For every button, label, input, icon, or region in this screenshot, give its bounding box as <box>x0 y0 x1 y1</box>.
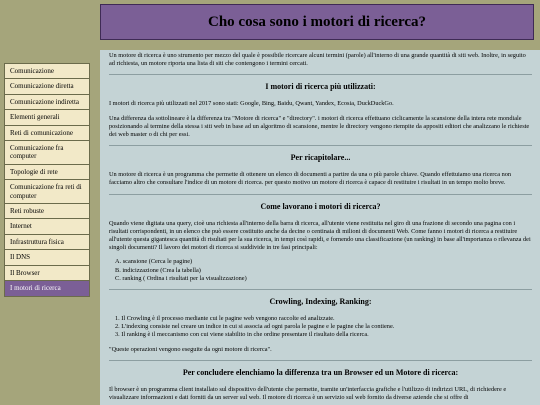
sidebar-item-comunicazione-diretta[interactable]: Comunicazione diretta <box>5 79 89 94</box>
sidebar-item-topologie-di-rete[interactable]: Topologie di rete <box>5 165 89 180</box>
divider <box>109 74 532 75</box>
section-heading-most-used: I motori di ricerca più utilizzati: <box>265 82 376 92</box>
page-title: Cho cosa sono i motori di ricerca? <box>207 13 427 30</box>
phases-list <box>109 258 532 283</box>
list-item: C. ranking ( Ordina i risultati per la visualizzazione) <box>115 274 247 282</box>
sidebar-item-il-browser[interactable]: Il Browser <box>5 266 89 281</box>
sidebar-item-elementi-generali[interactable]: Elementi generali <box>5 110 89 125</box>
sidebar-item-comunicazione-indiretta[interactable]: Comunicazione indiretta <box>5 95 89 110</box>
sidebar-item-comunicazione-fra-reti-di-computer[interactable]: Comunicazione fra reti di computer <box>5 180 89 204</box>
sidebar-item-comunicazione[interactable]: Comunicazione <box>5 64 89 79</box>
sidebar-item-internet[interactable]: Internet <box>5 219 89 234</box>
divider <box>109 145 532 146</box>
header-bar <box>0 0 540 50</box>
directory-paragraph: Una differenza da sottolineare è la differenza tra "Motore di ricerca" e "directory". i motori di ricerca effettuano ciclicamente la scansione della intera rete mondiale posizionando al termine della stessa i siti web in base ad un algoritmo di scansione, mentre le directory vengono riempite da appositi editori che analizzano le richieste dei web master o di chi per essi. <box>109 114 530 139</box>
sidebar-item-reti-robuste[interactable]: Reti robuste <box>5 204 89 219</box>
section-heading-how-they-work: Come lavorano i motori di ricerca? <box>260 201 381 211</box>
sidebar-item-reti-di-comunicazione[interactable]: Reti di comunicazione <box>5 126 89 141</box>
divider <box>109 289 532 290</box>
sidebar-item-infrastruttura-fisica[interactable]: Infrastruttura fisica <box>5 235 89 250</box>
section-heading-conclusion: Per concludere elenchiamo la differenza tra un Browser ed un Motore di ricerca: <box>182 367 459 377</box>
list-item: 2. L'indexing consiste nel creare un indice in cui si associa ad ogni parola le pagine e le pagine che la contiene. <box>115 323 395 331</box>
how-they-work-paragraph: Quando viene digitata una query, cioè una richiesta all'interno della barra di ricerca, all'utente viene restituita nel giro di una frazione di secondo una pagina con i risultati corrispondenti, in un elenco che può essere costituito anche da decine o centinaia di milioni di documenti Web. Come fanno i motori di ricerca a restituire all'utente questa gigantesca quantità di risultati per la sua ricerca, in tempi così rapidi, e fornendo una classificazione (un ranking) in base all'importanza o rilevanza dei singoli documenti? Il lavoro dei motori di ricerca si suddivide in tre fasi principali: <box>109 219 531 252</box>
main-content <box>100 50 540 405</box>
sidebar-item-comunicazione-fra-computer[interactable]: Comunicazione fra computer <box>5 141 89 165</box>
title-banner <box>100 4 534 40</box>
most-used-paragraph: I motori di ricerca più utilizzati nel 2017 sono stati: Google, Bing, Baidu, Qwant, Yandex, Ecosia, DuckDuckGo. <box>109 100 394 108</box>
conclusion-paragraph: Il browser è un programma client installato sul dispositivo dell'utente che permette, tramite un'interfaccia grafiche e l'utilizzo di indirizzi URL, di richiedere e visualizzare informazioni e dati forniti da un server sul web. Il motore di ricerca è un servizio sul web fornito da diverse aziende che si offre di <box>109 385 507 402</box>
list-item: 3. Il ranking è il meccanismo con cui viene stabilito in che ordine presentare il risultato della ricerca. <box>115 331 369 339</box>
section-heading-crowling: Crowling, Indexing, Ranking: <box>269 297 372 307</box>
crowling-list <box>109 315 532 340</box>
operations-quote: "Queste operazioni vengono eseguite da ogni motore di ricerca". <box>109 345 272 353</box>
divider <box>109 194 532 195</box>
list-item: 1. Il Crowling è il processo mediante cui le pagine web vengono raccolte ed analizzate. <box>115 315 335 323</box>
section-heading-recap: Per ricapitolare... <box>290 153 351 163</box>
recap-paragraph: Un motore di ricerca è un programma che permette di ottenere un elenco di documenti a partire da una o più parole chiave. Quando effettuiamo una ricerca non facciamo altro che consultare l'indice di un motore di ricerca. per questo motivo un motore di ricerca è capace di restituire i risultati in un tempo molto breve. <box>109 171 512 187</box>
intro-paragraph: Un motore di ricerca è uno strumento per mezzo del quale è possibile ricercare alcuni termini (parole) all'interno di una grande quantità di siti web. Inoltre, in seguito ad richiesta, un motore riporta una lista di siti che contengono i termini cercati. <box>109 52 526 68</box>
list-item: A. scansione (Cerca le pagine) <box>115 258 193 266</box>
divider <box>109 360 532 361</box>
list-item: B. indicizzazione (Crea la tabella) <box>115 266 201 274</box>
sidebar <box>0 50 100 405</box>
sidebar-item-il-dns[interactable]: Il DNS <box>5 250 89 265</box>
sidebar-item-i-motori-di-ricerca[interactable]: I motori di ricerca <box>5 281 89 295</box>
sidebar-nav <box>4 63 90 297</box>
